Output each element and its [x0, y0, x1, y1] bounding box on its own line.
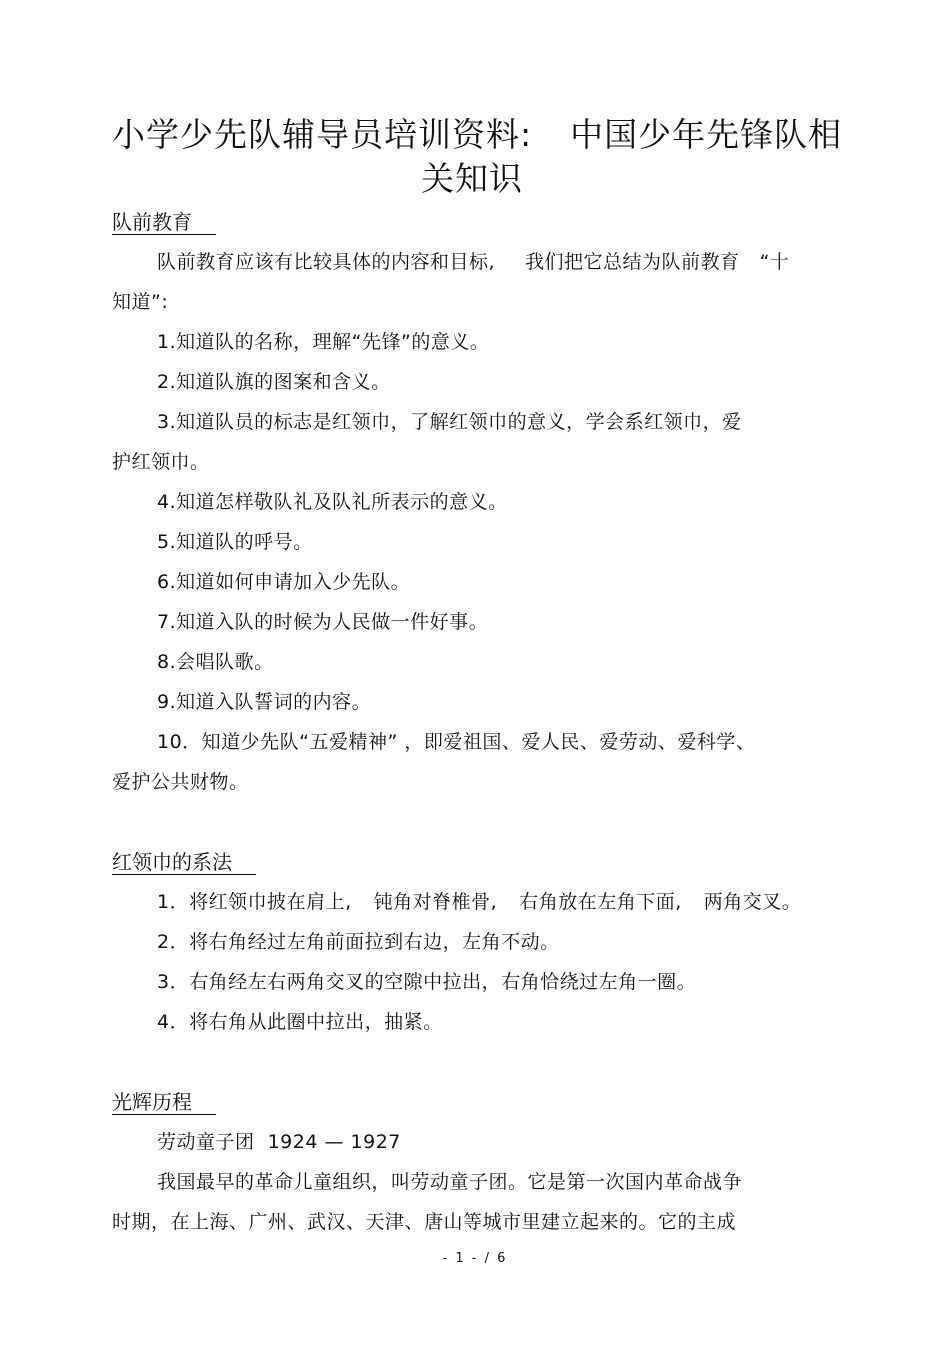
section-heading-pre-education: 队前教育	[112, 209, 216, 235]
list-item: 3．右角经左右两角交叉的空隙中拉出，右角恰绕过左角一圈。	[157, 971, 697, 993]
list-item-cont: 护红领巾。	[112, 451, 210, 473]
list-item-cont: 爱护公共财物。	[112, 771, 249, 793]
section-heading-scarf-tying: 红领巾的系法	[112, 849, 256, 875]
list-item: 2．将右角经过左角前面拉到右边，左角不动。	[157, 931, 560, 953]
paragraph-intro-cont: 知道”:	[112, 291, 169, 313]
list-item: 6.知道如何申请加入少先队。	[157, 571, 411, 593]
list-item: 1．将红领巾披在肩上, 钝角对脊椎骨, 右角放在左角下面, 两角交叉。	[157, 891, 802, 913]
list-item: 7.知道入队的时候为人民做一件好事。	[157, 611, 489, 633]
list-item: 8.会唱队歌。	[157, 651, 274, 673]
list-item: 5.知道队的呼号。	[157, 531, 313, 553]
paragraph: 我国最早的革命儿童组织，叫劳动童子团。它是第一次国内革命战争	[157, 1171, 743, 1193]
title-line1-part1: 小学少先队辅导员培训资料:	[112, 115, 533, 154]
list-item: 2.知道队旗的图案和含义。	[157, 371, 391, 393]
subheading-labor-children: 劳动童子团 1924 — 1927	[157, 1131, 401, 1153]
section-heading-history: 光辉历程	[112, 1089, 216, 1115]
page-number: - 1 - / 6	[442, 1251, 508, 1266]
list-item: 4.知道怎样敬队礼及队礼所表示的意义。	[157, 491, 508, 513]
title-line1-part2: 中国少年先锋队相	[570, 115, 843, 154]
list-item: 1.知道队的名称，理解“先锋”的意义。	[157, 331, 490, 353]
title-line2: 关知识	[421, 159, 523, 198]
list-item: 3.知道队员的标志是红领巾，了解红领巾的意义，学会系红领巾，爱	[157, 411, 742, 433]
list-item: 10．知道少先队“五爱精神” ，即爱祖国、爱人民、爱劳动、爱科学、	[157, 731, 756, 753]
list-item: 4．将右角从此圈中拉出，抽紧。	[157, 1011, 443, 1033]
page-title	[112, 113, 842, 201]
paragraph-cont: 时期，在上海、广州、武汉、天津、唐山等城市里建立起来的。它的主成	[112, 1211, 737, 1233]
list-item: 9.知道入队誓词的内容。	[157, 691, 372, 713]
paragraph-intro: 队前教育应该有比较具体的内容和目标, 我们把它总结为队前教育 “十	[157, 251, 790, 273]
